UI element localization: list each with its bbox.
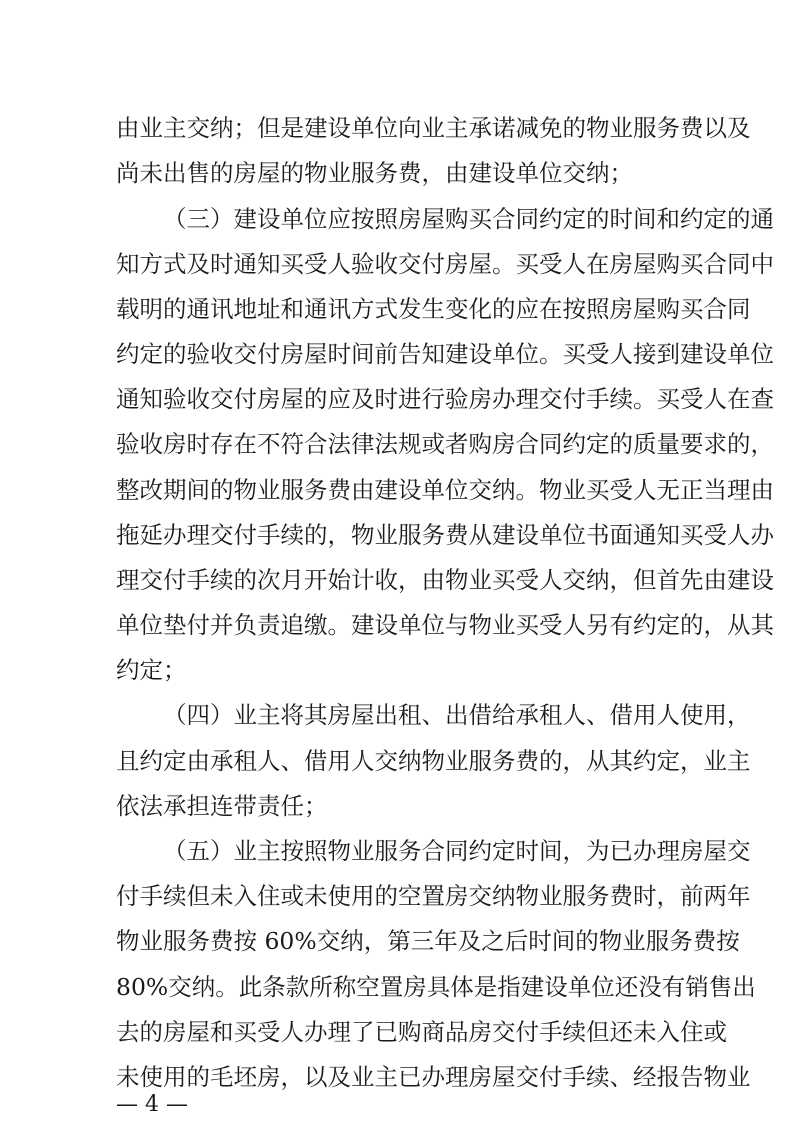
text-line: 依法承担连带责任； bbox=[116, 792, 328, 820]
text-line: 80%交纳。此条款所称空置房具体是指建设单位还没有销售出 bbox=[116, 973, 756, 1001]
text-line: 未使用的毛坯房，以及业主已办理房屋交付手续、经报告物业 bbox=[116, 1063, 751, 1091]
text-line: 且约定由承租人、借用人交纳物业服务费的，从其约定，业主 bbox=[116, 747, 751, 775]
text-line: 付手续但未入住或未使用的空置房交纳物业服务费时，前两年 bbox=[116, 882, 751, 910]
page-number: — 4 — bbox=[116, 1092, 188, 1117]
text-line: 载明的通讯地址和通讯方式发生变化的应在按照房屋购买合同 bbox=[116, 295, 751, 323]
text-line: 物业服务费按 60%交纳，第三年及之后时间的物业服务费按 bbox=[116, 927, 740, 955]
text-line: 尚未出售的房屋的物业服务费，由建设单位交纳； bbox=[116, 159, 633, 187]
text-line: 约定的验收交付房屋时间前告知建设单位。买受人接到建设单位 bbox=[116, 340, 774, 368]
text-line: 去的房屋和买受人办理了已购商品房交付手续但还未入住或 bbox=[116, 1018, 727, 1046]
text-line: 约定； bbox=[116, 656, 187, 684]
text-line: 通知验收交付房屋的应及时进行验房办理交付手续。买受人在查 bbox=[116, 385, 774, 413]
text-line: 验收房时存在不符合法律法规或者购房合同约定的质量要求的， bbox=[116, 430, 774, 458]
text-line: 拖延办理交付手续的，物业服务费从建设单位书面通知买受人办 bbox=[116, 521, 774, 549]
text-line: （五）业主按照物业服务合同约定时间，为已办理房屋交 bbox=[163, 837, 751, 865]
text-line: 理交付手续的次月开始计收，由物业买受人交纳，但首先由建设 bbox=[116, 566, 774, 594]
text-line: 单位垫付并负责追缴。建设单位与物业买受人另有约定的，从其 bbox=[116, 611, 774, 639]
text-line: （四）业主将其房屋出租、出借给承租人、借用人使用， bbox=[163, 701, 751, 729]
text-line: （三）建设单位应按照房屋购买合同约定的时间和约定的通 bbox=[163, 205, 774, 233]
text-line: 整改期间的物业服务费由建设单位交纳。物业买受人无正当理由 bbox=[116, 476, 774, 504]
text-line: 知方式及时通知买受人验收交付房屋。买受人在房屋购买合同中 bbox=[116, 250, 774, 278]
text-line: 由业主交纳；但是建设单位向业主承诺减免的物业服务费以及 bbox=[116, 114, 751, 142]
